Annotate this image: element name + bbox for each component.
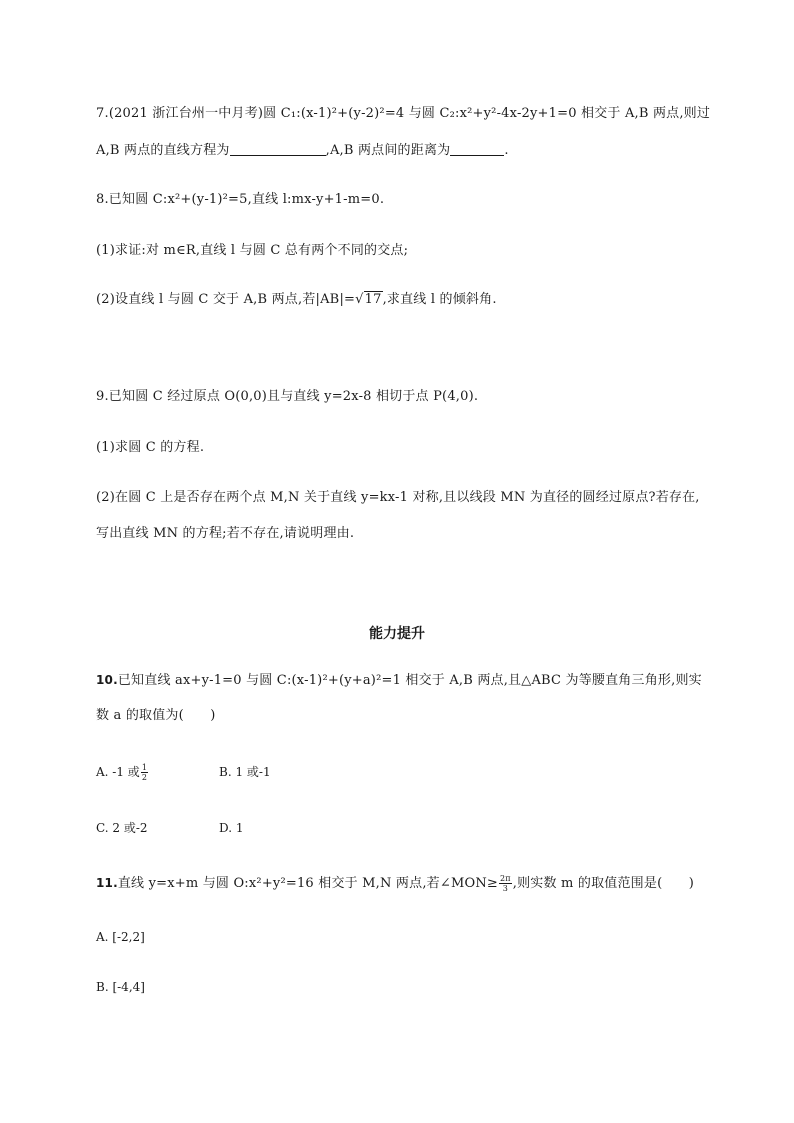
q7-answer-blank-1[interactable] xyxy=(230,141,326,156)
q8-part2: (2)设直线 l 与圆 C 交于 A,B 两点,若|AB|=√17,求直线 l 的倾斜角. xyxy=(96,292,497,307)
q10-line2: 数 a 的取值为( ) xyxy=(96,708,216,723)
q8-part1: (1)求证:对 m∈R,直线 l 与圆 C 总有两个不同的交点; xyxy=(96,243,409,258)
q11-text-a: 直线 y=x+m 与圆 O:x²+y²=16 相交于 M,N 两点,若∠MON≥ xyxy=(117,876,498,891)
q10-text: 已知直线 ax+y-1=0 与圆 C:(x-1)²+(y+a)²=1 相交于 A,B 两点,且△ABC 为等腰直角三角形,则实 xyxy=(117,673,702,688)
q10-number: 10. xyxy=(96,673,118,687)
section-title: 能力提升 xyxy=(369,626,425,642)
q10-option-b[interactable]: B. 1 或-1 xyxy=(219,765,271,779)
q11-number: 11. xyxy=(96,876,118,890)
q10-option-c[interactable]: C. 2 或-2 xyxy=(96,821,148,835)
q7-line2 xyxy=(96,141,509,161)
q9-part1: (1)求圆 C 的方程. xyxy=(96,440,205,455)
q7-text: (2021 浙江台州一中月考)圆 C₁:(x-1)²+(y-2)²=4 与圆 C₂:x²+y²-4x-2y+1=0 相交于 A,B 两点,则过 xyxy=(108,106,711,121)
q11-line1 xyxy=(96,873,694,894)
q10-line1 xyxy=(96,670,702,691)
q10-option-a-fraction: $\frac{1}{2}$ xyxy=(141,763,147,782)
q10-option-a[interactable] xyxy=(96,762,149,782)
q11-text-b: ,则实数 m 的取值范围是( ) xyxy=(512,876,695,891)
q10-option-d[interactable]: D. 1 xyxy=(219,821,244,835)
q11-option-a[interactable]: A. [-2,2] xyxy=(96,930,145,944)
q9-stem: 9.已知圆 C 经过原点 O(0,0)且与直线 y=2x-8 相切于点 P(4,0). xyxy=(96,389,479,404)
q7-line1 xyxy=(96,104,710,124)
q7-answer-blank-2[interactable] xyxy=(450,141,504,156)
q10-option-a-text: A. -1 或 xyxy=(96,765,140,779)
q9-part2-line1: (2)在圆 C 上是否存在两个点 M,N 关于直线 y=kx-1 对称,且以线段 MN 为直径的圆经过原点?若存在, xyxy=(96,490,700,505)
q11-option-b[interactable]: B. [-4,4] xyxy=(96,980,145,994)
q7-text-a: A,B 两点的直线方程为 xyxy=(96,143,230,158)
q7-number: 7. xyxy=(96,106,109,121)
q7-text-b: ,A,B 两点间的距离为 xyxy=(325,143,451,158)
q7-text-c: . xyxy=(504,143,509,158)
q9-part2-line2: 写出直线 MN 的方程;若不存在,请说明理由. xyxy=(96,526,355,541)
q8-sqrt-value: 17 xyxy=(364,292,382,307)
q11-fraction: $\frac{2\pi}{3}$ xyxy=(500,874,511,893)
q8-part2-text-a: (2)设直线 l 与圆 C 交于 A,B 两点,若|AB|= xyxy=(96,292,356,307)
q8-part2-text-b: ,求直线 l 的倾斜角. xyxy=(382,292,497,307)
q8-stem: 8.已知圆 C:x²+(y-1)²=5,直线 l:mx-y+1-m=0. xyxy=(96,192,385,207)
